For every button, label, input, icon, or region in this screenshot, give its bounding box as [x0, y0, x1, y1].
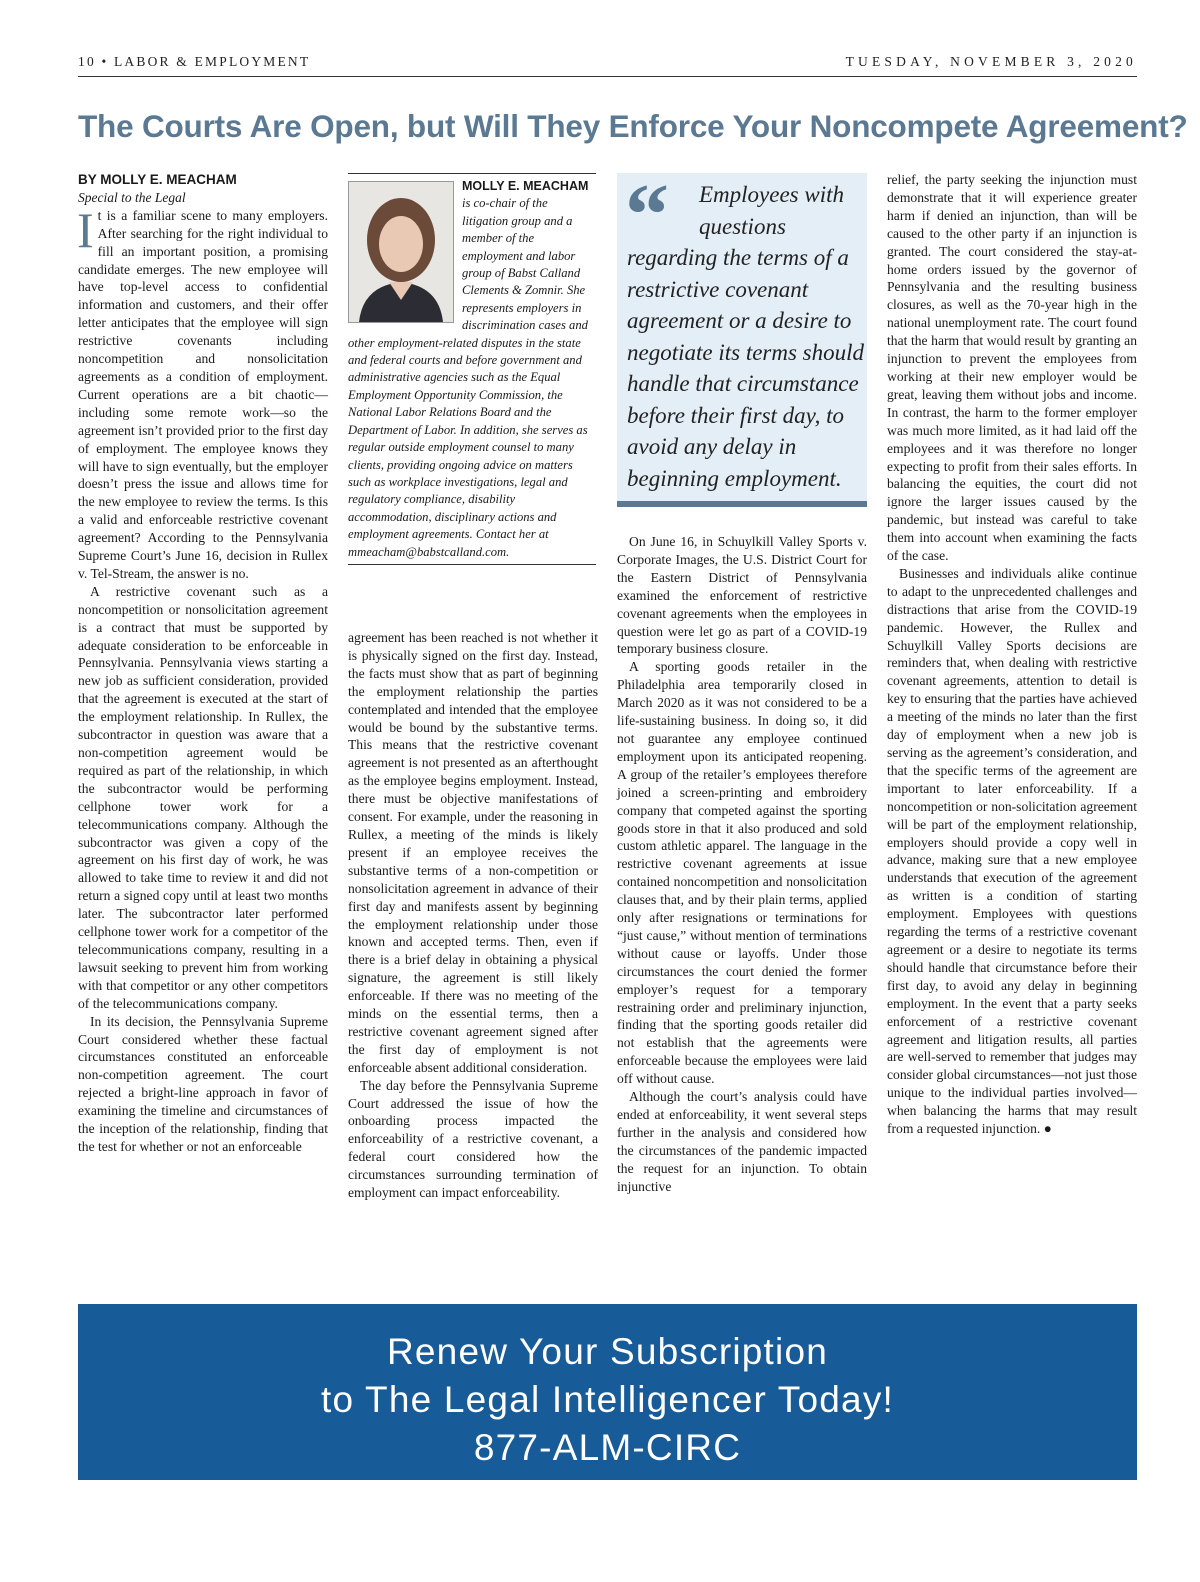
- subscription-banner[interactable]: [78, 1304, 1137, 1480]
- paragraph: A restrictive covenant such as a noncompetition or nonsolicitation agreement is a contract that must be supported by adequate consideration to be enforceable in Pennsylvania. Pennsylvania views starting a new job as sufficient consideration, provided that the agreement is executed at the start of the employment relationship. In Rullex, the subcontractor in question was aware that a non-competition agreement would be required as part of the relationship, in which the subcontractor would be performing cellphone tower work for a telecommunications company. Although the subcontractor was given a copy of the agreement on his first day of work, he was allowed to take time to review it and did not return a signed copy until at least two months later. The subcontractor later performed cellphone tower work for a competitor of the telecommunications company, resulting in a lawsuit seeking to prevent him from working with that competitor or any other competitors of the telecommunications company.: [78, 583, 328, 1011]
- page-header: [78, 54, 1137, 72]
- pull-quote: [617, 167, 867, 507]
- paragraph: relief, the party seeking the injunction must demonstrate that it will experience greater harm if denied an injunction, than will be caused to the other party if an injunction is granted. The court considered the stay-at-home orders issued by the governor of Pennsylvania and the resulting business closures, as well as the 70-year high in the national unemployment rate. The court found that the harm that would result by granting an injunction to prevent the employees from working at their new employer would be great, leaving them without jobs and income. In contrast, the harm to the former employer was much more limited, as it had laid off the employees and it was therefore no longer expecting to profit from their sales efforts. In balancing the equities, the court did not ignore the larger issues caused by the pandemic, but instead was careful to take them into account when examining the facts of the case.: [887, 172, 1137, 564]
- column-2: [348, 629, 598, 1202]
- quote-mark-icon: “: [625, 167, 669, 264]
- paragraph: Although the court’s analysis could have ended at enforceability, it went several steps further in the analysis and considered how the circumstances of the pandemic impacted the request for an injunction. To obtain injunctive: [617, 1089, 867, 1194]
- author-photo: [348, 181, 454, 323]
- end-mark-icon: ●: [1043, 1121, 1052, 1137]
- banner-line-1: Renew Your Subscription: [386, 1331, 829, 1372]
- quote-underline: [617, 501, 867, 507]
- author-bio: [348, 173, 596, 565]
- paragraph: Businesses and individuals alike continue to adapt to the unprecedented challenges and distractions that arise from the COVID-19 pandemic. However, the Rullex and Schuylkill Valley Sports decisions are reminders that, when dealing with restrictive covenant agreements, attention to detail is key to ensuring that the parties have achieved a meeting of the minds no later than the first day of employment when a new job is serving as the agreement’s consideration, and that the specific terms of the agreement are important to later enforceability. If a noncompetition or non-solicitation agreement will be part of the employment relationship, employers should provide a copy well in advance, making sure that a new employee understands that execution of the agreement as written is a condition of starting employment. Employees with questions regarding the terms of a restrictive covenant agreement or a desire to negotiate its terms should handle that circumstance before their first day, to avoid any delay in beginning employment. In the event that a party seeks enforcement of a restrictive covenant agreement and litigation results, all parties are well-served to remember that judges may consider global circumstances—not just those unique to the individual parties involved—when balancing the harms that may result from a requested injunction. ●: [887, 565, 1137, 1137]
- column-4: [887, 171, 1137, 1138]
- bio-name: MOLLY E. MEACHAM: [462, 179, 589, 193]
- issue-date: TUESDAY, NOVEMBER 3, 2020: [845, 54, 1137, 69]
- paragraph: A sporting goods retailer in the Philadelphia area temporarily closed in March 2020 as it was not considered to be a life-sustaining business. In doing so, it did not guarantee any employee continued employment upon its anticipated reopening. A group of the retailer’s employees therefore joined a screen-printing and embroidery company that competed against the sporting goods store in that it also produced and sold custom athletic apparel. The language in the restrictive covenant agreements at issue contained noncompetition and nonsolicitation clauses that, and by their plain terms, applied only after resignations or terminations for “just cause,” without mention of terminations without cause or layoffs. Under those circumstances the court denied the former employer’s request for a temporary restraining order and preliminary injunction, finding that the sporting goods retailer did not establish that the agreements were enforceable because the employees were laid off without cause.: [617, 659, 867, 1087]
- column-3: [617, 533, 867, 1196]
- intro-paragraph: It is a familiar scene to many employers. After searching for the right individual to fill an important position, a promising candidate emerges. The new employee will have top-level access to confidential information and customers, and their offer letter anticipates that the employee will sign restrictive covenants including noncompetition and nonsolicitation agreements as a condition of employment. Current operations are a bit chaotic—including some remote work—so the agreement isn’t provided prior to the first day of employment. The employee knows they will have to sign eventually, but the employer doesn’t press the issue and allows time for the new employee to review the terms. Is this a valid and enforceable restrictive covenant agreement? According to the Pennsylvania Supreme Court’s June 16, decision in Rullex v. Tel-Stream, the answer is no.: [77, 201, 328, 581]
- section-label: 10 • LABOR & EMPLOYMENT: [78, 54, 311, 69]
- paragraph: agreement has been reached is not whether it is physically signed on the first day. Instead, the facts must show that as part of beginning the employment relationship the parties contemplated and intended that the employee would be bound by the substantive terms. This means that the restrictive covenant agreement is not presented as an afterthought as the employee begins employment. Instead, there must be objective manifestations of consent. For example, under the reasoning in Rullex, a meeting of the minds is likely present if an employee receives the substantive terms of a non-competition or nonsolicitation agreement in advance of their first day and manifests assent by beginning the employment relationship under those known and accepted terms. Then, even if there is a brief delay in obtaining a physical signature, the agreement is still likely enforceable. If there was no meeting of the minds on the essential terms, then a restrictive covenant agreement signed after the first day of employment is not enforceable absent additional consideration.: [348, 630, 598, 1075]
- paragraph: The day before the Pennsylvania Supreme Court addressed the issue of how the onboarding process impacted the enforceability of a restrictive covenant, a federal court considered how the circumstances surrounding termination of employment can impact enforceability.: [348, 1077, 598, 1201]
- banner-phone: 877-ALM-CIRC: [473, 1427, 742, 1468]
- bio-text: is co-chair of the litigation group and a member of the employment and labor group of Babst Calland Clements & Zomnir. She represents employers in discrimination cases and other employment-related disputes in the state and federal courts and before government and administrative agencies such as the Equal Employment Opportunity Commission, the National Labor Relations Board and the Department of Labor. In addition, she serves as regular outside employment counsel to many clients, providing ongoing advice on matters such as workplace investigations, legal and regulatory compliance, disability accommodation, disciplinary actions and employment agreements. Contact her at mmeacham@babstcalland.com.: [348, 196, 588, 559]
- paragraph: On June 16, in Schuylkill Valley Sports v. Corporate Images, the U.S. District Court for the Eastern District of Pennsylvania examined the enforcement of restrictive covenant agreements when the employees in question were let go as part of a COVID-19 temporary business closure.: [617, 534, 867, 657]
- article-title: The Courts Are Open, but Will They Enforce Your Noncompete Agreement?: [78, 108, 1188, 144]
- pull-quote-text: Employees with questions regarding the terms of a restrictive covenant agreement or a desire to negotiate its terms should handle that circumstance before their first day, to avoid any delay in beginning employment.: [627, 182, 865, 491]
- paragraph: In its decision, the Pennsylvania Supreme Court considered whether these factual circumstances constituted an enforceable non-competition agreement. The court rejected a bright-line approach in favor of examining the timeline and circumstances of the inception of the relationship, finding that the test for whether or not an enforceable: [78, 1013, 328, 1154]
- byline: BY MOLLY E. MEACHAM: [78, 172, 237, 187]
- drop-cap: I: [77, 201, 94, 258]
- banner-line-2: to The Legal Intelligencer Today!: [320, 1379, 895, 1420]
- byline-affiliation: Special to the Legal: [78, 189, 186, 205]
- column-1: [78, 171, 328, 1156]
- header-rule: [78, 76, 1137, 77]
